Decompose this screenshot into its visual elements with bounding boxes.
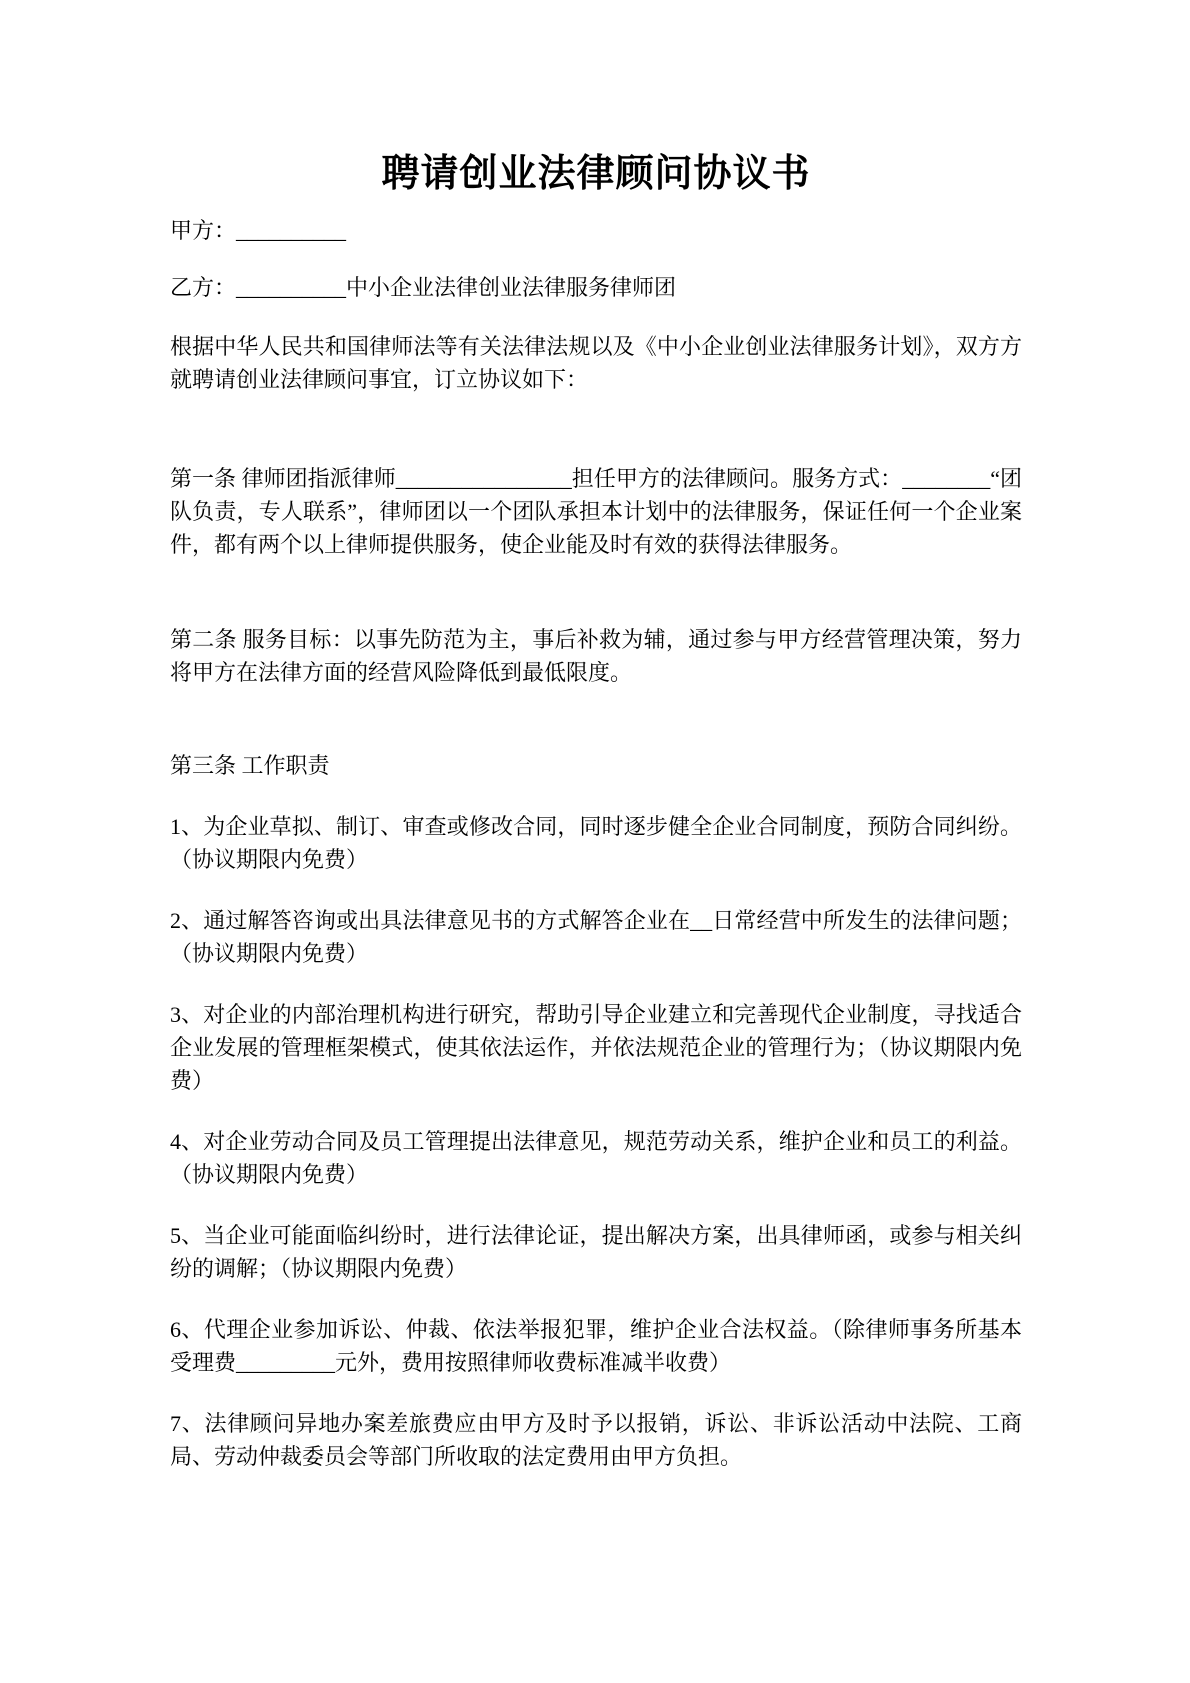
article-3-heading: 第三条 工作职责 [170, 753, 330, 778]
article-3-item-4: 4、对企业劳动合同及员工管理提出法律意见，规范劳动关系，维护企业和员工的利益。（协议期限内免费） [170, 1129, 1022, 1187]
article-3-item-2: 2、通过解答咨询或出具法律意见书的方式解答企业在__日常经营中所发生的法律问题；（协议期限内免费） [170, 908, 1022, 966]
article-3-item-7: 7、法律顾问异地办案差旅费应由甲方及时予以报销，诉讼、非诉讼活动中法院、工商局、劳动仲裁委员会等部门所收取的法定费用由甲方负担。 [170, 1411, 1022, 1469]
document-title: 聘请创业法律顾问协议书 [381, 153, 811, 195]
article-1-paragraph: 第一条 律师团指派律师________________担任甲方的法律顾问。服务方式：________“团队负责，专人联系”，律师团以一个团队承担本计划中的法律服务，保证任何一个企业案件，都有两个以上律师提供服务，使企业能及时有效的获得法律服务。 [170, 466, 1022, 557]
article-2-paragraph: 第二条 服务目标：以事先防范为主，事后补救为辅，通过参与甲方经营管理决策，努力将甲方在法律方面的经营风险降低到最低限度。 [170, 627, 1022, 685]
article-3-item-3: 3、对企业的内部治理机构进行研究，帮助引导企业建立和完善现代企业制度，寻找适合企业发展的管理框架模式，使其依法运作，并依法规范企业的管理行为；（协议期限内免费） [170, 1002, 1022, 1093]
article-3-item-5: 5、当企业可能面临纠纷时，进行法律论证，提出解决方案，出具律师函，或参与相关纠纷的调解；（协议期限内免费） [170, 1223, 1022, 1281]
preamble-paragraph: 根据中华人民共和国律师法等有关法律法规以及《中小企业创业法律服务计划》，双方方就聘请创业法律顾问事宜，订立协议如下： [170, 334, 1022, 392]
article-3-item-1: 1、为企业草拟、制订、审查或修改合同，同时逐步健全企业合同制度，预防合同纠纷。（协议期限内免费） [170, 814, 1022, 872]
party-b-line: 乙方：__________中小企业法律创业法律服务律师团 [170, 275, 677, 300]
article-3-item-6: 6、代理企业参加诉讼、仲裁、依法举报犯罪，维护企业合法权益。（除律师事务所基本受理费_________元外，费用按照律师收费标准减半收费） [170, 1317, 1022, 1375]
party-a-line: 甲方：__________ [170, 218, 347, 243]
